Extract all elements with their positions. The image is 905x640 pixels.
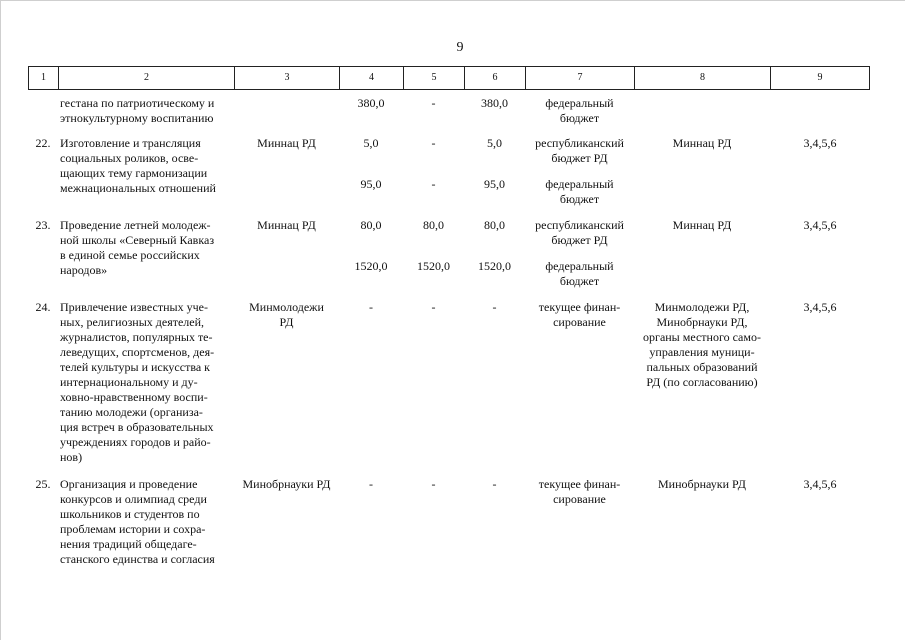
coexecutor-line: органы местного само-: [643, 330, 761, 344]
executor-line: Минмолодежи: [249, 300, 324, 314]
amount-col6: -: [492, 477, 497, 491]
header-cell-5: 5: [403, 67, 464, 89]
header-cell-1: 1: [28, 67, 58, 89]
description-line: Организация и проведение: [60, 477, 198, 491]
executor-line: Миннац РД: [257, 218, 316, 232]
funding-source-line: республиканский: [535, 218, 624, 232]
funding-source-line: республиканский: [535, 136, 624, 150]
coexecutor-line: Миннац РД: [672, 136, 732, 150]
amount-col6: 380,0: [481, 96, 508, 110]
header-cell-9: 9: [770, 67, 870, 89]
description-line: гестана по патриотическому и: [60, 96, 215, 110]
indicators: 3,4,5,6: [803, 300, 837, 314]
coexecutor-line: пальных образований: [646, 360, 758, 374]
amount-col5: -: [431, 136, 436, 150]
description-line: этнокультурному воспитанию: [60, 111, 214, 125]
funding-source-line: бюджет: [559, 192, 600, 206]
description-line: журналистов, популярных те-: [60, 330, 213, 344]
scan-edge-left: [0, 0, 1, 640]
coexecutor-line: Минобрнауки РД,: [656, 315, 748, 329]
funding-source-line: бюджет РД: [551, 151, 608, 165]
indicators: 3,4,5,6: [803, 218, 837, 232]
amount-col5: 1520,0: [417, 259, 450, 273]
description-line: проблемам истории и сохра-: [60, 522, 206, 536]
executor-line: Миннац РД: [257, 136, 316, 150]
description-line: в единой семье российских: [60, 248, 200, 262]
header-cell-3: 3: [234, 67, 339, 89]
header-cell-6: 6: [464, 67, 525, 89]
amount-col5: 80,0: [423, 218, 444, 232]
executor-line: РД: [279, 315, 294, 329]
description-line: телей культуры и искусства к: [60, 360, 210, 374]
amount-col5: -: [431, 177, 436, 191]
table-header-row: [28, 66, 870, 90]
description-line: межнациональных отношений: [60, 181, 216, 195]
description-line: танию молодежи (организа-: [60, 405, 203, 419]
funding-source-line: сирование: [553, 315, 606, 329]
amount-col4: 1520,0: [354, 259, 388, 273]
amount-col4: 80,0: [360, 218, 382, 232]
funding-source-line: федеральный: [545, 259, 614, 273]
amount-col6: 1520,0: [478, 259, 511, 273]
description-line: ных, религиозных деятелей,: [60, 315, 205, 329]
funding-source-line: федеральный: [545, 177, 614, 191]
description-line: народов»: [60, 263, 108, 277]
description-line: социальных роликов, осве-: [60, 151, 199, 165]
amount-col4: -: [369, 300, 373, 314]
description-line: Проведение летней молодеж-: [60, 218, 211, 232]
amount-col6: -: [492, 300, 497, 314]
funding-source-line: текущее финан-: [538, 477, 621, 491]
description-line: конкурсов и олимпиад среди: [60, 492, 207, 506]
description-line: ховно-нравственному воспи-: [60, 390, 208, 404]
description-line: учреждениях городов и райо-: [60, 435, 211, 449]
description-line: щающих тему гармонизации: [60, 166, 208, 180]
amount-col4: 380,0: [357, 96, 385, 110]
funding-source-line: федеральный: [545, 96, 614, 110]
page-number: 9: [456, 40, 464, 55]
indicators: 3,4,5,6: [803, 477, 837, 491]
funding-source-line: бюджет: [559, 274, 600, 288]
row-number: 22.: [35, 136, 51, 150]
coexecutor-line: Минобрнауки РД: [658, 477, 746, 491]
amount-col6: 80,0: [484, 218, 505, 232]
funding-source-line: бюджет РД: [551, 233, 608, 247]
coexecutor-line: управления муници-: [649, 345, 755, 359]
amount-col4: -: [369, 477, 373, 491]
row-number: 25.: [35, 477, 51, 491]
description-line: Изготовление и трансляция: [60, 136, 201, 150]
header-cell-4: 4: [339, 67, 403, 89]
amount-col5: -: [431, 477, 436, 491]
header-cell-2: 2: [58, 67, 234, 89]
description-line: интернациональному и ду-: [60, 375, 198, 389]
coexecutor-line: Миннац РД: [672, 218, 732, 232]
description-line: нов): [60, 450, 83, 464]
indicators: 3,4,5,6: [803, 136, 837, 150]
amount-col6: 95,0: [484, 177, 505, 191]
description-line: леведущих, спортсменов, дея-: [60, 345, 215, 359]
coexecutor-line: Минмолодежи РД,: [654, 300, 750, 314]
row-number: 24.: [35, 300, 51, 314]
description-line: станского единства и согласия: [60, 552, 215, 566]
amount-col5: -: [431, 300, 436, 314]
description-line: ция встреч в образовательных: [60, 420, 214, 434]
description-line: школьников и студентов по: [60, 507, 200, 521]
funding-source-line: бюджет: [559, 111, 600, 125]
funding-source-line: сирование: [553, 492, 606, 506]
amount-col4: 5,0: [363, 136, 379, 150]
coexecutor-line: РД (по согласованию): [646, 375, 758, 389]
executor-line: Минобрнауки РД: [242, 477, 331, 491]
row-number: 23.: [35, 218, 51, 232]
header-cell-8: 8: [634, 67, 770, 89]
description-line: ной школы «Северный Кавказ: [60, 233, 215, 247]
header-cell-7: 7: [525, 67, 634, 89]
description-line: нения традиций общедаге-: [60, 537, 197, 551]
amount-col5: -: [431, 96, 436, 110]
amount-col4: 95,0: [360, 177, 382, 191]
scan-edge-top: [0, 0, 905, 1]
amount-col6: 5,0: [487, 136, 502, 150]
funding-source-line: текущее финан-: [538, 300, 621, 314]
description-line: Привлечение известных уче-: [60, 300, 208, 314]
